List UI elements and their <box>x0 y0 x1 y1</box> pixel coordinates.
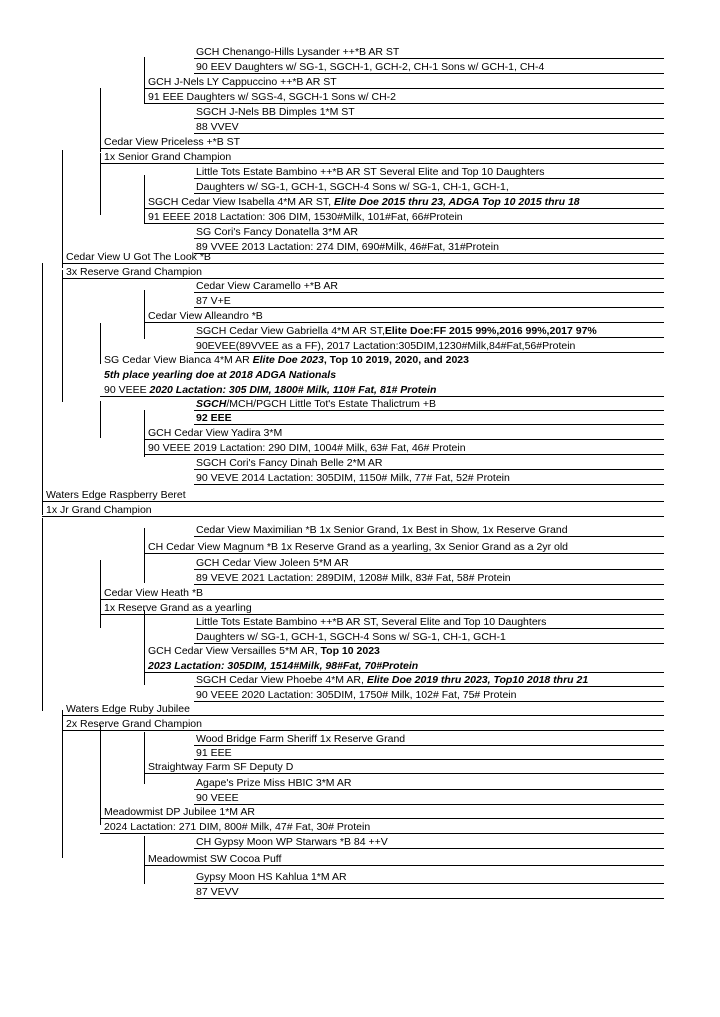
sire-detail: 3x Reserve Grand Champion <box>66 266 202 278</box>
ancestor-name: CH Cedar View Magnum *B 1x Reserve Grand as a yearling, 3x Senior Grand as a 2yr old <box>148 541 569 553</box>
ancestor-name: Cedar View Heath *B <box>104 587 204 599</box>
ancestor-detail: 90 VEEE 2020 Lactation: 305DIM, 1750# Milk, 102# Fat, 75# Protein <box>196 689 517 701</box>
ancestor-line <box>100 614 664 615</box>
ancestor-detail: 90 EEV Daughters w/ SG-1, SGCH-1, GCH-2, CH-1 Sons w/ GCH-1, CH-4 <box>196 61 545 73</box>
ancestor-name: CH Gypsy Moon WP Starwars *B 84 ++V <box>196 836 388 848</box>
ancestor-name: SGCH J-Nels BB Dimples 1*M ST <box>196 106 355 118</box>
ancestor-line <box>62 715 664 716</box>
ancestor-line <box>144 773 664 774</box>
connector-line <box>62 150 63 268</box>
ancestor-line <box>194 118 664 119</box>
ancestor-line <box>194 584 664 585</box>
ancestor-detail: 92 EEE <box>196 412 232 424</box>
ancestor-detail: 88 VVEV <box>196 121 239 133</box>
ancestor-name: Straightway Farm SF Deputy D <box>148 761 294 773</box>
ancestor-line <box>144 454 664 455</box>
ancestor-line <box>194 569 664 570</box>
ancestor-line <box>62 278 664 279</box>
ancestor-line <box>100 148 664 149</box>
ancestor-detail: 89 VVEE 2013 Lactation: 274 DIM, 690#Milk, 46#Fat, 31#Protein <box>196 241 499 253</box>
connector-line <box>100 560 101 628</box>
ancestor-line <box>144 208 664 209</box>
ancestor-name: GCH J-Nels LY Cappuccino ++*B AR ST <box>148 76 337 88</box>
ancestor-name: SG Cori's Fancy Donatella 3*M AR <box>196 226 358 238</box>
ancestor-name: Little Tots Estate Bambino ++*B AR ST, Several Elite and Top 10 Daughters <box>196 616 547 628</box>
ancestor-line <box>100 833 664 834</box>
ancestor-name: Meadowmist DP Jubilee 1*M AR <box>104 806 255 818</box>
ancestor-detail: 91 EEE Daughters w/ SGS-4, SGCH-1 Sons w/ CH-2 <box>148 91 397 103</box>
ancestor-detail: 90 VEEE <box>196 792 239 804</box>
ancestor-detail: 1x Senior Grand Champion <box>104 151 232 163</box>
ancestor-name: SGCH Cedar View Isabella 4*M AR ST, Elite Doe 2015 thru 23, ADGA Top 10 2015 thru 18 <box>148 196 580 208</box>
ancestor-line <box>144 672 664 673</box>
ancestor-detail: 2023 Lactation: 305DIM, 1514#Milk, 98#Fat, 70#Protein <box>148 660 419 672</box>
connector-line <box>100 401 101 438</box>
subject-name: Waters Edge Raspberry Beret <box>46 489 186 501</box>
ancestor-detail: 87 VEVV <box>196 886 239 898</box>
dam-detail: 2x Reserve Grand Champion <box>66 718 202 730</box>
connector-line <box>100 88 101 152</box>
ancestor-line <box>194 883 664 884</box>
ancestor-name: Cedar View Caramello +*B AR <box>196 280 338 292</box>
connector-line <box>42 263 43 515</box>
ancestor-line <box>144 439 664 440</box>
ancestor-line <box>194 469 664 470</box>
ancestor-line <box>100 599 664 600</box>
connector-line <box>144 410 145 457</box>
ancestor-line <box>100 163 664 164</box>
ancestor-line <box>144 223 664 224</box>
ancestor-name: GCH Chenango-Hills Lysander ++*B AR ST <box>196 46 400 58</box>
ancestor-line <box>194 238 664 239</box>
subject-line <box>42 516 664 517</box>
ancestor-name: SGCH Cedar View Gabriella 4*M AR ST,Elite Doe:FF 2015 99%,2016 99%,2017 97% <box>196 325 597 337</box>
ancestor-name: Cedar View Maximilian *B 1x Senior Grand, 1x Best in Show, 1x Reserve Grand <box>196 524 568 536</box>
ancestor-line <box>194 804 664 805</box>
connector-line <box>62 710 63 858</box>
ancestor-detail: 1x Reserve Grand as a yearling <box>104 602 252 614</box>
ancestor-detail: 87 V+E <box>196 295 231 307</box>
ancestor-line <box>194 536 664 537</box>
ancestor-name: Cedar View Priceless +*B ST <box>104 136 241 148</box>
ancestor-line <box>144 553 664 554</box>
ancestor-detail: 5th place yearling doe at 2018 ADGA Nationals <box>104 369 337 381</box>
ancestor-line <box>194 484 664 485</box>
connector-line <box>144 836 145 884</box>
ancestor-line <box>144 322 664 323</box>
ancestor-detail: 91 EEE <box>196 747 232 759</box>
ancestor-line <box>194 337 664 338</box>
connector-line <box>144 732 145 784</box>
ancestor-line <box>194 307 664 308</box>
subject-line <box>42 501 664 502</box>
ancestor-line <box>194 253 664 254</box>
ancestor-line <box>194 193 664 194</box>
ancestor-line <box>62 730 664 731</box>
ancestor-line <box>194 701 664 702</box>
ancestor-name: SGCH Cedar View Phoebe 4*M AR, Elite Doe 2019 thru 2023, Top10 2018 thru 21 <box>196 674 589 686</box>
ancestor-line <box>194 410 664 411</box>
ancestor-name: Little Tots Estate Bambino ++*B AR ST Several Elite and Top 10 Daughters <box>196 166 545 178</box>
connector-line <box>62 270 63 402</box>
ancestor-line <box>194 58 664 59</box>
ancestor-line <box>194 643 664 644</box>
ancestor-name: GCH Cedar View Yadira 3*M <box>148 427 283 439</box>
ancestor-line <box>100 396 664 397</box>
ancestor-line <box>194 424 664 425</box>
subject-detail: 1x Jr Grand Champion <box>46 504 152 516</box>
ancestor-name: GCH Cedar View Joleen 5*M AR <box>196 557 349 569</box>
ancestor-name: Cedar View Alleandro *B <box>148 310 263 322</box>
ancestor-name: Wood Bridge Farm Sheriff 1x Reserve Grand <box>196 733 406 745</box>
sire-name: Cedar View U Got The Look *B <box>66 251 211 263</box>
ancestor-line <box>194 686 664 687</box>
ancestor-line <box>194 352 664 353</box>
ancestor-line <box>194 292 664 293</box>
ancestor-detail: 90 VEEE 2020 Lactation: 305 DIM, 1800# Milk, 110# Fat, 81# Protein <box>104 384 437 396</box>
connector-line <box>144 610 145 685</box>
connector-line <box>144 290 145 339</box>
ancestor-detail: 91 EEEE 2018 Lactation: 306 DIM, 1530#Milk, 101#Fat, 66#Protein <box>148 211 463 223</box>
ancestor-line <box>194 73 664 74</box>
ancestor-line <box>144 865 664 866</box>
connector-line <box>144 528 145 583</box>
ancestor-line <box>194 178 664 179</box>
ancestor-line <box>62 263 664 264</box>
ancestor-detail: 89 VEVE 2021 Lactation: 289DIM, 1208# Milk, 83# Fat, 58# Protein <box>196 572 511 584</box>
ancestor-line <box>194 745 664 746</box>
ancestor-name: GCH Cedar View Versailles 5*M AR, Top 10 2023 <box>148 645 380 657</box>
dam-name: Waters Edge Ruby Jubilee <box>66 703 190 715</box>
ancestor-line <box>144 88 664 89</box>
ancestor-detail: 2024 Lactation: 271 DIM, 800# Milk, 47# Fat, 30# Protein <box>104 821 371 833</box>
ancestor-line <box>194 628 664 629</box>
ancestor-line <box>194 133 664 134</box>
ancestor-line <box>194 759 664 760</box>
connector-line <box>100 323 101 364</box>
connector-line <box>144 175 145 223</box>
ancestor-name: Meadowmist SW Cocoa Puff <box>148 853 282 865</box>
ancestor-detail: 90 VEVE 2014 Lactation: 305DIM, 1150# Milk, 77# Fat, 52# Protein <box>196 472 510 484</box>
ancestor-line <box>194 789 664 790</box>
connector-line <box>42 518 43 711</box>
ancestor-line <box>100 818 664 819</box>
ancestor-name: SGCH Cori's Fancy Dinah Belle 2*M AR <box>196 457 383 469</box>
ancestor-name: SG Cedar View Bianca 4*M AR Elite Doe 2023, Top 10 2019, 2020, and 2023 <box>104 354 469 366</box>
ancestor-detail: 90EVEE(89VVEE as a FF), 2017 Lactation:305DIM,1230#Milk,84#Fat,56#Protein <box>196 340 576 352</box>
connector-line <box>100 725 101 825</box>
ancestor-name: Agape's Prize Miss HBIC 3*M AR <box>196 777 352 789</box>
ancestor-line <box>194 848 664 849</box>
ancestor-detail: 90 VEEE 2019 Lactation: 290 DIM, 1004# Milk, 63# Fat, 46# Protein <box>148 442 466 454</box>
ancestor-name: Gypsy Moon HS Kahlua 1*M AR <box>196 871 347 883</box>
ancestor-name: SGCH/MCH/PGCH Little Tot's Estate Thalictrum +B <box>196 398 436 410</box>
ancestor-line <box>144 103 664 104</box>
ancestor-detail: Daughters w/ SG-1, GCH-1, SGCH-4 Sons w/ SG-1, CH-1, GCH-1 <box>196 631 506 643</box>
ancestor-line <box>194 898 664 899</box>
ancestor-detail: Daughters w/ SG-1, GCH-1, SGCH-4 Sons w/ SG-1, CH-1, GCH-1, <box>196 181 509 193</box>
connector-line <box>144 57 145 104</box>
